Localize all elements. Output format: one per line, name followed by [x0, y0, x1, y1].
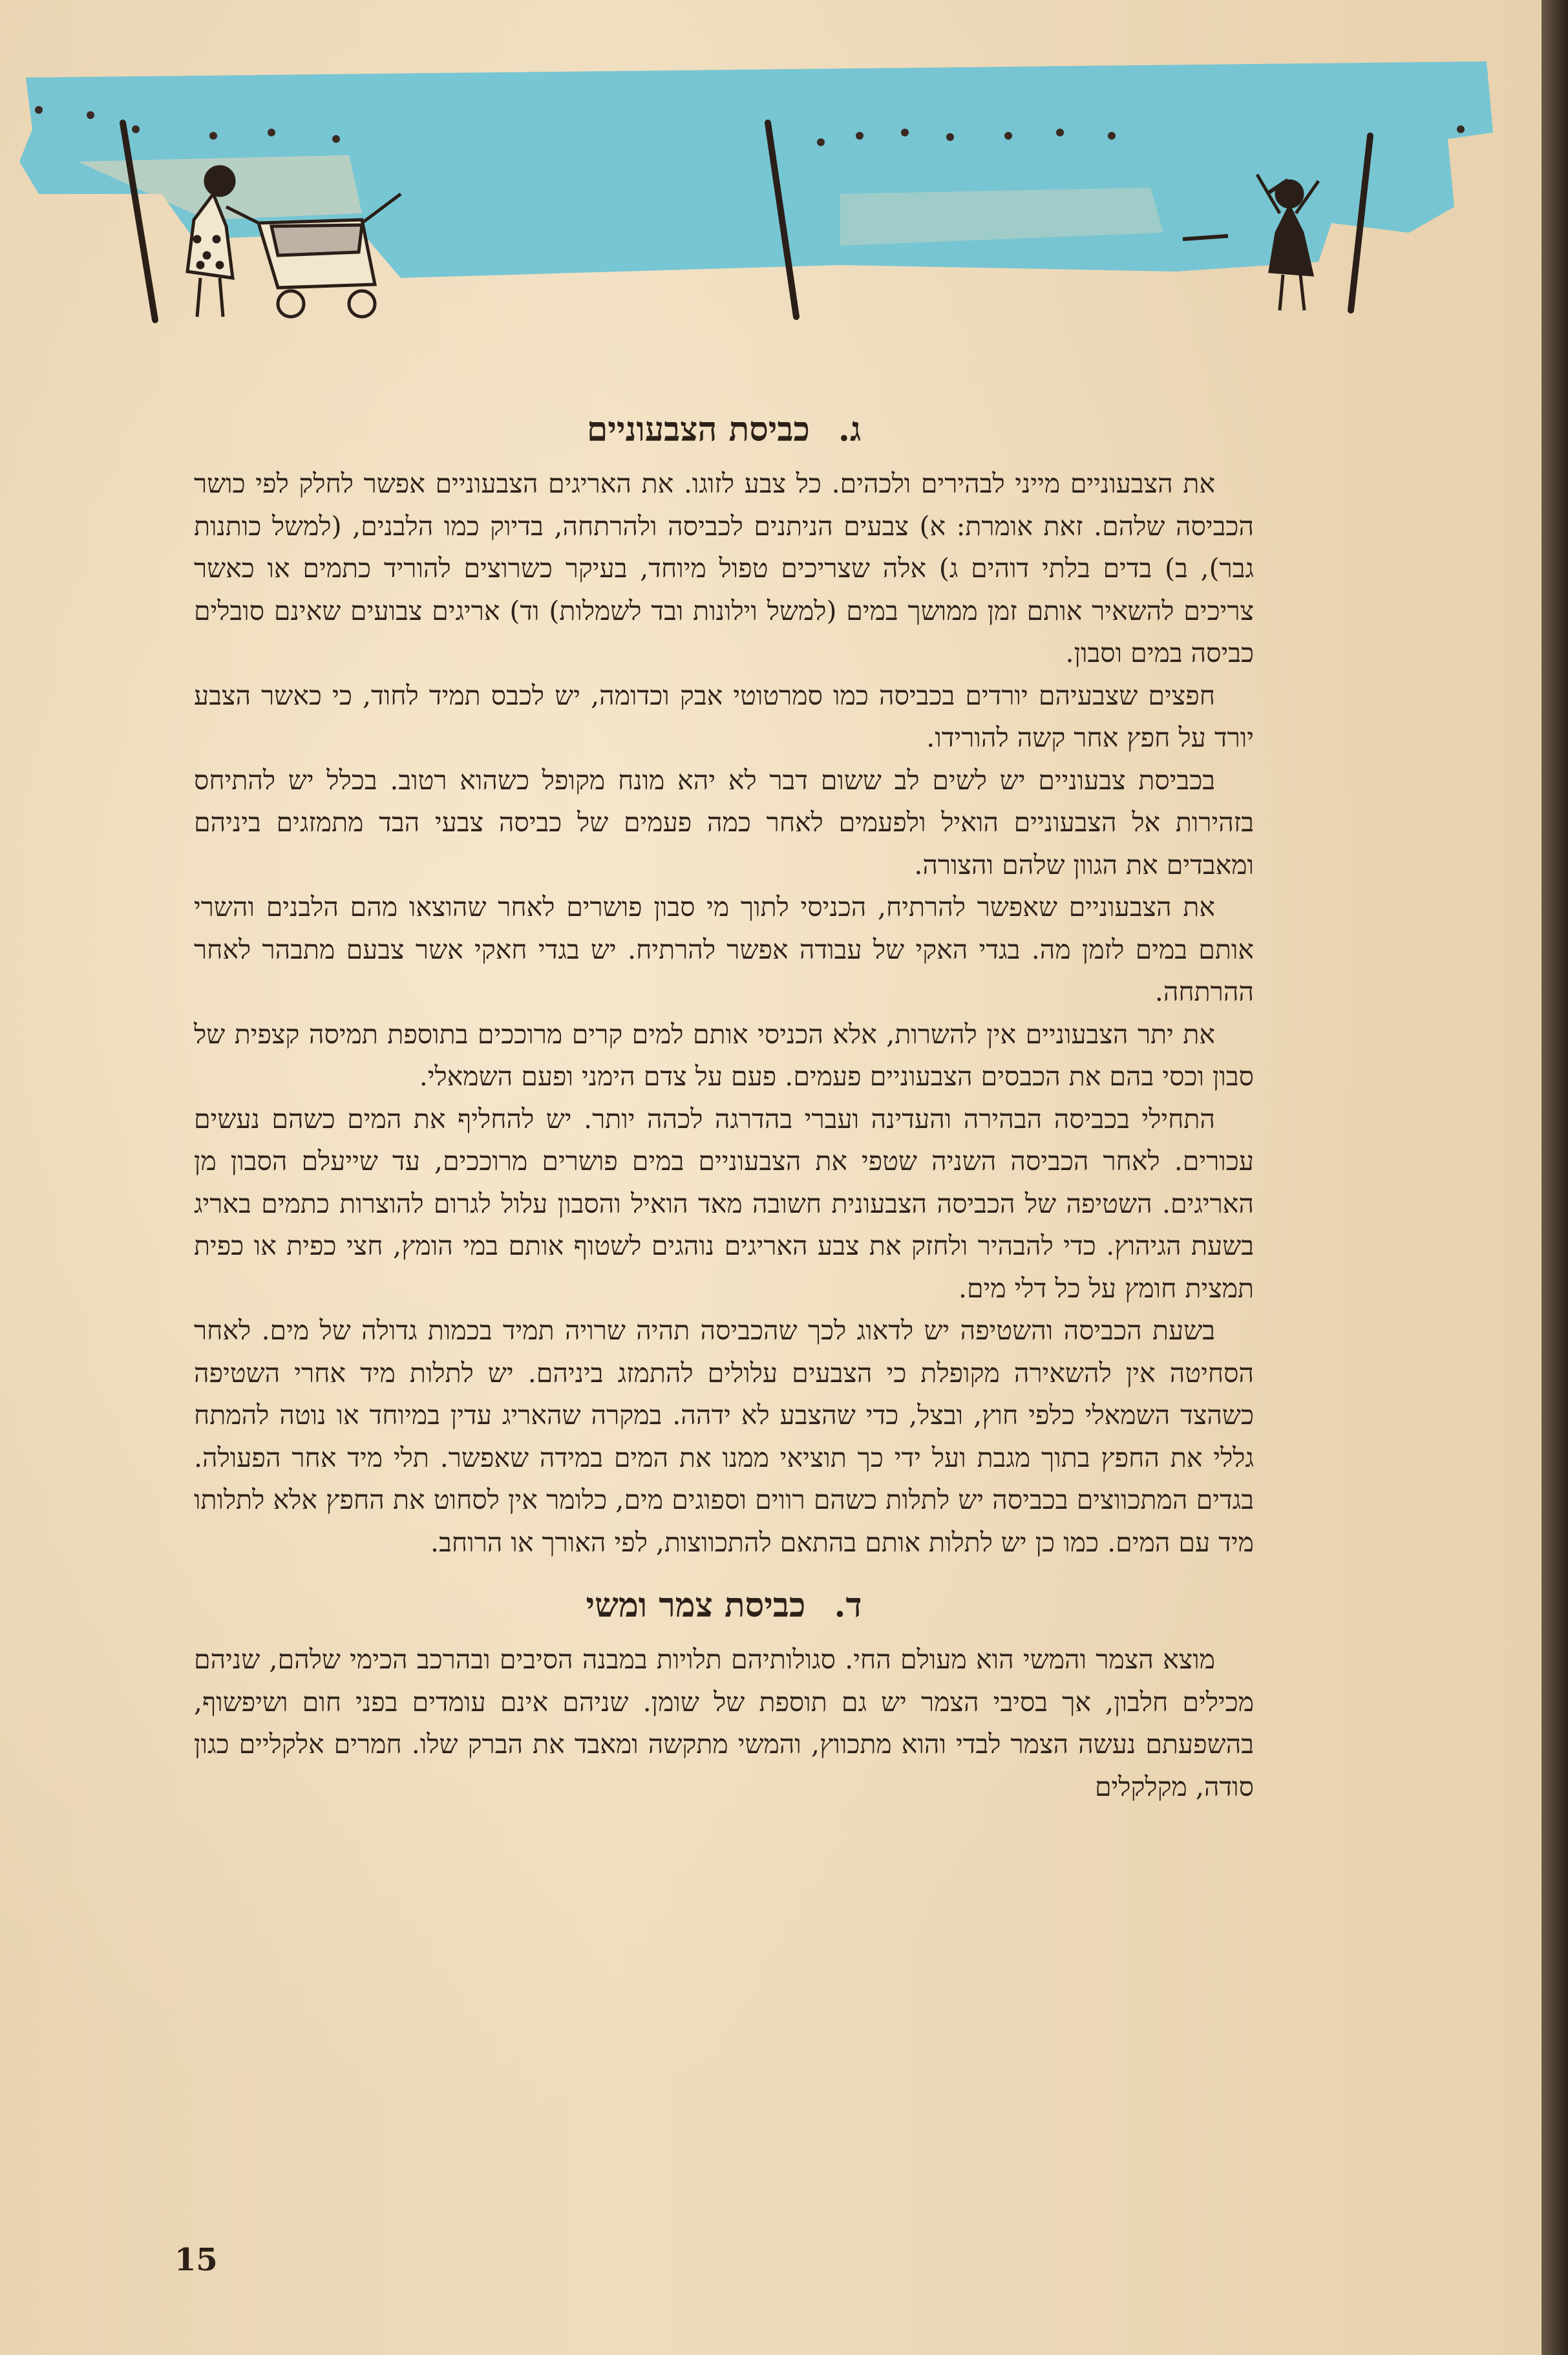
section-title: כביסת צמר ומשי — [586, 1586, 806, 1625]
section-title: כביסת הצבעוניים — [586, 410, 810, 449]
section-letter: ג. — [838, 410, 862, 449]
book-gutter — [1542, 0, 1568, 2355]
paragraph: בשעת הכביסה והשטיפה יש לדאוג לכך שהכביסה תהיה שרויה תמיד בכמות גדולה של מים. לאחר הסחיטה אין להשאירה מקופלת כי הצבעים עלולים להתמזג ביניהם. יש לתלות מיד אחרי השטיפה כשהצד השמאלי כלפי חוץ, ובצל, כדי שהצבע לא ידהה. במקרה שהאריג עדין במיוחד או נוטה להמתח גללי את החפץ בתוך מגבת ועל ידי כך תוציאי ממנו את המים במידה שאפשר. תלי מיד אחר הפעולה. בגדים המתכווצים בכביסה יש לתלות כשהם רווים וספוגים מים, כלומר אין לסחוט את החפץ אלא לתלותו מיד עם המים. כמו כן יש לתלות אותם בהתאם להתכווצות, לפי האורך או הרוחב. — [194, 1315, 1254, 1558]
paragraph: את הצבעוניים מייני לבהירים ולכהים. כל צבע לזוגו. את האריגים הצבעוניים אפשר לחלק לפי כושר הכביסה שלהם. זאת אומרת: א) צבעים הניתנים לכביסה ולהרתחה, בדיוק כמו הלבנים, (למשל כותנות גבר), ב) בדים בלתי דוהים ג) אלה שצריכים טפול מיוחד, בעיקר כשרוצים להוריד כתמים או כאשר צריכים להשאיר אותם זמן ממושך במים (למשל וילונות ובד לשמלות) וד) אריגים צבועים שאינם סובלים כביסה במים וסבון. — [194, 468, 1254, 668]
section-heading-g — [194, 401, 1254, 459]
paragraph: מוצא הצמר והמשי הוא מעולם החי. סגולותיהם תלויות במבנה הסיבים ובהרכב הכימי שלהם, שניהם מכילים חלבון, אך בסיבי הצמר יש גם תוספת של שומן. שניהם אינם עומדים בפני חום ושיפשוף, בהשפעתם נעשה הצמר לבדי והוא מתכווץ, והמשי מתקשה ומאבד את הברק שלו. חמרים אלקליים כגון סודה, מקלקלים — [194, 1644, 1254, 1802]
paragraph: את הצבעוניים שאפשר להרתיח, הכניסי לתוך מי סבון פושרים לאחר שהוצאו מהם הלבנים והשרי אותם במים לזמן מה. בגדי האקי של עבודה אפשר להרתיח. יש בגדי חאקי אשר צבעם מתבהר לאחר ההרתחה. — [194, 891, 1254, 1007]
page-text — [194, 401, 1254, 1808]
banner-illustration — [0, 0, 1542, 336]
paragraph: התחילי בכביסה הבהירה והעדינה ועברי בהדרגה לכהה יותר. יש להחליף את המים כשהם נעשים עכורים. לאחר הכביסה השניה שטפי את הצבעוניים במים פושרים מרוככים, עד שייעלם הסבון מן האריגים. השטיפה של הכביסה הצבעונית חשובה מאד הואיל והסבון עלול לגרום להוצרות כתמים באריג בשעת הגיהוץ. כדי להבהיר ולחזק את צבע האריגים נוהגים לשטוף אותם במי הומץ, חצי כפית או כפית תמצית חומץ על כל דלי מים. — [194, 1103, 1254, 1304]
section-letter: ד. — [834, 1586, 862, 1625]
header-banner — [0, 0, 1542, 336]
paragraph: את יתר הצבעוניים אין להשרות, אלא הכניסי אותם למים קרים מרוככים בתוספת תמיסה קצפית של סבון וכסי בהם את הכבסים הצבעוניים פעמים. פעם על צדם הימני ופעם השמאלי. — [194, 1018, 1254, 1092]
paragraph: חפצים שצבעיהם יורדים בכביסה כמו סמרטוטי אבק וכדומה, יש לכבס תמיד לחוד, כי כאשר הצבע יורד על חפץ אחר קשה להורידו. — [194, 679, 1254, 753]
paragraph: בכביסת צבעוניים יש לשים לב ששום דבר לא יהא מונח מקופל כשהוא רטוב. בכלל יש להתיחס בזהירות אל הצבעוניים הואיל ולפעמים לאחר כמה פעמים של כביסה צבעי הבד מתמזגים ביניהם ומאבדים את הגוון שלהם והצורה. — [194, 764, 1254, 880]
page-number: 15 — [175, 2242, 218, 2278]
section-heading-d — [194, 1577, 1254, 1635]
